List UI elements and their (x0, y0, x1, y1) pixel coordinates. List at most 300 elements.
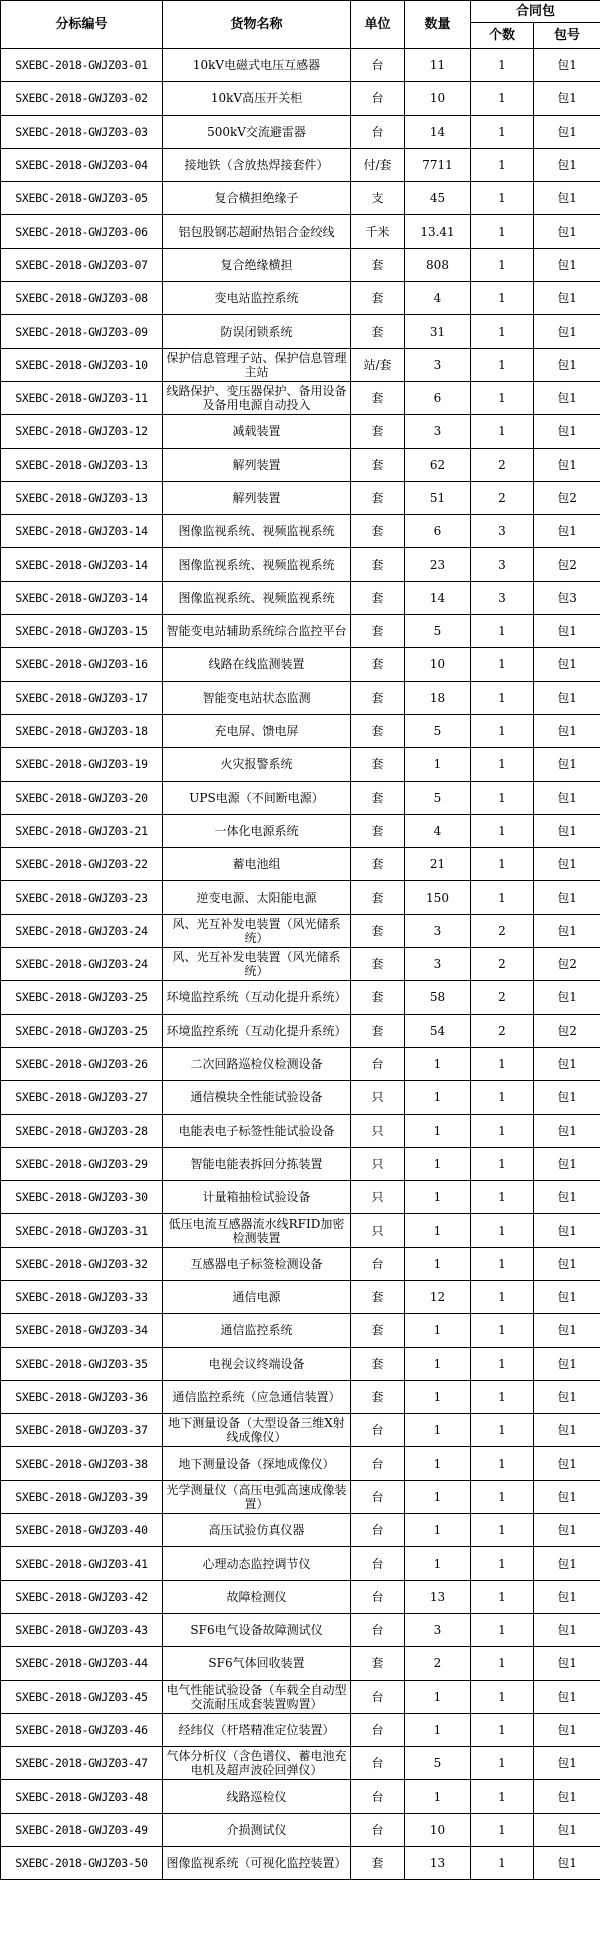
cell-code: SXEBC-2018-GWJZ03-18 (1, 714, 163, 747)
cell-name: 气体分析仪（含色谱仪、蓄电池充电机及超声波砼回弹仪） (163, 1747, 351, 1780)
cell-name: 通信监控系统 (163, 1314, 351, 1347)
cell-quantity: 3 (405, 1613, 471, 1646)
cell-quantity: 14 (405, 115, 471, 148)
cell-package-number: 包1 (534, 1480, 600, 1513)
table-row (1, 215, 600, 248)
cell-quantity: 12 (405, 1280, 471, 1313)
cell-package-count: 1 (471, 1081, 534, 1114)
cell-package-number: 包1 (534, 1447, 600, 1480)
cell-package-count: 2 (471, 981, 534, 1014)
cell-package-count: 1 (471, 1347, 534, 1380)
table-row (1, 1547, 600, 1580)
cell-unit: 套 (351, 415, 405, 448)
cell-package-number: 包1 (534, 1047, 600, 1080)
cell-code: SXEBC-2018-GWJZ03-36 (1, 1380, 163, 1413)
cell-unit: 台 (351, 1580, 405, 1613)
cell-name: 10kV高压开关柜 (163, 82, 351, 115)
cell-package-count: 1 (471, 1647, 534, 1680)
cell-quantity: 4 (405, 282, 471, 315)
cell-unit: 套 (351, 781, 405, 814)
cell-unit: 套 (351, 282, 405, 315)
cell-unit: 套 (351, 1280, 405, 1313)
cell-quantity: 1 (405, 1047, 471, 1080)
cell-package-count: 1 (471, 714, 534, 747)
cell-code: SXEBC-2018-GWJZ03-33 (1, 1280, 163, 1313)
cell-unit: 套 (351, 1314, 405, 1347)
header-package-count: 个数 (471, 23, 534, 49)
cell-code: SXEBC-2018-GWJZ03-46 (1, 1713, 163, 1746)
cell-code: SXEBC-2018-GWJZ03-20 (1, 781, 163, 814)
cell-code: SXEBC-2018-GWJZ03-15 (1, 615, 163, 648)
cell-code: SXEBC-2018-GWJZ03-28 (1, 1114, 163, 1147)
cell-unit: 台 (351, 1247, 405, 1280)
table-row (1, 448, 600, 481)
cell-unit: 台 (351, 1680, 405, 1713)
cell-package-number: 包1 (534, 1780, 600, 1813)
cell-unit: 套 (351, 914, 405, 947)
table-row (1, 1680, 600, 1713)
cell-name: 蓄电池组 (163, 848, 351, 881)
cell-name: 解列装置 (163, 448, 351, 481)
cell-unit: 台 (351, 1514, 405, 1547)
cell-name: 防误闭锁系统 (163, 315, 351, 348)
cell-quantity: 1 (405, 1447, 471, 1480)
table-row (1, 714, 600, 747)
table-row (1, 1813, 600, 1846)
cell-name: 智能电能表拆回分拣装置 (163, 1147, 351, 1180)
cell-unit: 套 (351, 748, 405, 781)
cell-code: SXEBC-2018-GWJZ03-30 (1, 1181, 163, 1214)
cell-unit: 台 (351, 1414, 405, 1447)
cell-package-number: 包1 (534, 248, 600, 281)
cell-code: SXEBC-2018-GWJZ03-10 (1, 348, 163, 381)
cell-package-count: 1 (471, 648, 534, 681)
cell-name: 风、光互补发电装置（风光储系统） (163, 948, 351, 981)
table-row (1, 1514, 600, 1547)
cell-code: SXEBC-2018-GWJZ03-38 (1, 1447, 163, 1480)
cell-quantity: 23 (405, 548, 471, 581)
cell-quantity: 4 (405, 814, 471, 847)
cell-quantity: 1 (405, 1314, 471, 1347)
cell-code: SXEBC-2018-GWJZ03-02 (1, 82, 163, 115)
cell-quantity: 5 (405, 781, 471, 814)
cell-code: SXEBC-2018-GWJZ03-48 (1, 1780, 163, 1813)
cell-quantity: 1 (405, 1081, 471, 1114)
cell-unit: 套 (351, 548, 405, 581)
table-row (1, 1480, 600, 1513)
cell-package-number: 包1 (534, 115, 600, 148)
cell-quantity: 1 (405, 1780, 471, 1813)
cell-quantity: 10 (405, 648, 471, 681)
table-row (1, 781, 600, 814)
cell-unit: 台 (351, 1613, 405, 1646)
header-quantity: 数量 (405, 1, 471, 49)
table-row (1, 348, 600, 381)
cell-package-count: 2 (471, 448, 534, 481)
cell-package-count: 1 (471, 1514, 534, 1547)
cell-package-count: 1 (471, 848, 534, 881)
table-row (1, 1447, 600, 1480)
cell-name: 减载装置 (163, 415, 351, 448)
cell-code: SXEBC-2018-GWJZ03-41 (1, 1547, 163, 1580)
cell-quantity: 1 (405, 1247, 471, 1280)
cell-package-number: 包1 (534, 1314, 600, 1347)
cell-package-number: 包1 (534, 215, 600, 248)
cell-name: 解列装置 (163, 481, 351, 514)
table-row (1, 1347, 600, 1380)
table-row (1, 415, 600, 448)
cell-code: SXEBC-2018-GWJZ03-13 (1, 481, 163, 514)
cell-package-count: 1 (471, 1280, 534, 1313)
table-row (1, 115, 600, 148)
cell-package-number: 包1 (534, 1147, 600, 1180)
cell-code: SXEBC-2018-GWJZ03-06 (1, 215, 163, 248)
cell-package-count: 1 (471, 814, 534, 847)
cell-name: 智能变电站状态监测 (163, 681, 351, 714)
cell-code: SXEBC-2018-GWJZ03-25 (1, 981, 163, 1014)
cell-name: 充电屏、馈电屏 (163, 714, 351, 747)
cell-name: 电能表电子标签性能试验设备 (163, 1114, 351, 1147)
cell-quantity: 18 (405, 681, 471, 714)
cell-package-count: 1 (471, 615, 534, 648)
cell-quantity: 13.41 (405, 215, 471, 248)
cell-code: SXEBC-2018-GWJZ03-47 (1, 1747, 163, 1780)
cell-name: 二次回路巡检仪检测设备 (163, 1047, 351, 1080)
cell-quantity: 51 (405, 481, 471, 514)
cell-code: SXEBC-2018-GWJZ03-26 (1, 1047, 163, 1080)
table-row (1, 1280, 600, 1313)
table-row (1, 49, 600, 82)
cell-unit: 台 (351, 1480, 405, 1513)
cell-package-number: 包1 (534, 1414, 600, 1447)
cell-package-number: 包1 (534, 348, 600, 381)
cell-package-number: 包1 (534, 415, 600, 448)
cell-name: 通信电源 (163, 1280, 351, 1313)
table-row (1, 1847, 600, 1880)
cell-unit: 台 (351, 1813, 405, 1846)
cell-unit: 千米 (351, 215, 405, 248)
cell-package-number: 包1 (534, 914, 600, 947)
cell-package-count: 1 (471, 1847, 534, 1880)
cell-name: 变电站监控系统 (163, 282, 351, 315)
cell-unit: 台 (351, 1747, 405, 1780)
table-row (1, 381, 600, 414)
cell-code: SXEBC-2018-GWJZ03-44 (1, 1647, 163, 1680)
table-row (1, 1647, 600, 1680)
table-row (1, 914, 600, 947)
cell-quantity: 21 (405, 848, 471, 881)
cell-quantity: 2 (405, 1647, 471, 1680)
cell-code: SXEBC-2018-GWJZ03-03 (1, 115, 163, 148)
cell-name: 地下测量设备（探地成像仪） (163, 1447, 351, 1480)
cell-package-count: 1 (471, 282, 534, 315)
cell-unit: 套 (351, 814, 405, 847)
cell-code: SXEBC-2018-GWJZ03-16 (1, 648, 163, 681)
cell-package-count: 1 (471, 1480, 534, 1513)
cell-package-number: 包1 (534, 448, 600, 481)
cell-quantity: 62 (405, 448, 471, 481)
table-row (1, 1780, 600, 1813)
cell-code: SXEBC-2018-GWJZ03-31 (1, 1214, 163, 1247)
header-unit: 单位 (351, 1, 405, 49)
cell-name: 复合横担绝缘子 (163, 182, 351, 215)
table-row (1, 1380, 600, 1413)
cell-package-count: 1 (471, 1780, 534, 1813)
header-code: 分标编号 (1, 1, 163, 49)
table-row (1, 581, 600, 614)
cell-code: SXEBC-2018-GWJZ03-50 (1, 1847, 163, 1880)
table-body (1, 49, 600, 1880)
cell-package-count: 1 (471, 248, 534, 281)
cell-package-number: 包2 (534, 1014, 600, 1047)
cell-name: 10kV电磁式电压互感器 (163, 49, 351, 82)
cell-package-count: 1 (471, 1247, 534, 1280)
cell-quantity: 1 (405, 1347, 471, 1380)
cell-name: 地下测量设备（大型设备三维X射线成像仪） (163, 1414, 351, 1447)
cell-code: SXEBC-2018-GWJZ03-12 (1, 415, 163, 448)
cell-quantity: 6 (405, 381, 471, 414)
cell-code: SXEBC-2018-GWJZ03-22 (1, 848, 163, 881)
cell-unit: 台 (351, 1780, 405, 1813)
cell-name: 低压电流互感器流水线RFID加密检测装置 (163, 1214, 351, 1247)
cell-unit: 套 (351, 1847, 405, 1880)
cell-name: 风、光互补发电装置（风光储系统） (163, 914, 351, 947)
cell-name: UPS电源（不间断电源） (163, 781, 351, 814)
cell-name: 线路巡检仪 (163, 1780, 351, 1813)
cell-name: 一体化电源系统 (163, 814, 351, 847)
cell-quantity: 10 (405, 1813, 471, 1846)
cell-quantity: 5 (405, 1747, 471, 1780)
cell-package-count: 1 (471, 49, 534, 82)
cell-code: SXEBC-2018-GWJZ03-14 (1, 515, 163, 548)
cell-unit: 台 (351, 82, 405, 115)
cell-code: SXEBC-2018-GWJZ03-04 (1, 148, 163, 181)
cell-package-number: 包1 (534, 1181, 600, 1214)
cell-quantity: 10 (405, 82, 471, 115)
cell-unit: 台 (351, 49, 405, 82)
cell-package-count: 1 (471, 1447, 534, 1480)
cell-package-number: 包1 (534, 1081, 600, 1114)
table-row (1, 82, 600, 115)
cell-name: 心理动态监控调节仪 (163, 1547, 351, 1580)
cell-quantity: 3 (405, 348, 471, 381)
cell-unit: 套 (351, 581, 405, 614)
cell-package-count: 1 (471, 1181, 534, 1214)
cell-quantity: 14 (405, 581, 471, 614)
cell-code: SXEBC-2018-GWJZ03-25 (1, 1014, 163, 1047)
cell-package-count: 1 (471, 881, 534, 914)
cell-unit: 套 (351, 1647, 405, 1680)
cell-package-count: 1 (471, 1114, 534, 1147)
cell-package-count: 1 (471, 781, 534, 814)
cell-package-number: 包2 (534, 948, 600, 981)
table-row (1, 1613, 600, 1646)
cell-unit: 套 (351, 448, 405, 481)
cell-quantity: 1 (405, 1214, 471, 1247)
cell-package-count: 3 (471, 581, 534, 614)
cell-quantity: 54 (405, 1014, 471, 1047)
cell-package-count: 1 (471, 82, 534, 115)
cell-code: SXEBC-2018-GWJZ03-45 (1, 1680, 163, 1713)
table-row (1, 881, 600, 914)
cell-package-count: 3 (471, 515, 534, 548)
cell-quantity: 1 (405, 1114, 471, 1147)
cell-code: SXEBC-2018-GWJZ03-37 (1, 1414, 163, 1447)
cell-package-number: 包1 (534, 515, 600, 548)
table-row (1, 748, 600, 781)
cell-package-number: 包1 (534, 1613, 600, 1646)
cell-code: SXEBC-2018-GWJZ03-27 (1, 1081, 163, 1114)
cell-unit: 套 (351, 714, 405, 747)
cell-code: SXEBC-2018-GWJZ03-35 (1, 1347, 163, 1380)
table-row (1, 1181, 600, 1214)
table-row (1, 1713, 600, 1746)
cell-code: SXEBC-2018-GWJZ03-29 (1, 1147, 163, 1180)
cell-package-count: 1 (471, 115, 534, 148)
cell-quantity: 7711 (405, 148, 471, 181)
cell-package-count: 2 (471, 948, 534, 981)
table-row (1, 248, 600, 281)
table-row (1, 515, 600, 548)
cell-name: 通信模块全性能试验设备 (163, 1081, 351, 1114)
cell-package-count: 3 (471, 548, 534, 581)
table-row (1, 1047, 600, 1080)
cell-unit: 只 (351, 1147, 405, 1180)
cell-quantity: 5 (405, 714, 471, 747)
cell-quantity: 1 (405, 1181, 471, 1214)
cell-package-count: 1 (471, 415, 534, 448)
cell-quantity: 5 (405, 615, 471, 648)
cell-unit: 套 (351, 948, 405, 981)
cell-package-count: 1 (471, 1680, 534, 1713)
cell-package-number: 包1 (534, 1813, 600, 1846)
cell-quantity: 1 (405, 1680, 471, 1713)
cell-package-count: 1 (471, 1580, 534, 1613)
cell-package-count: 1 (471, 1813, 534, 1846)
cell-code: SXEBC-2018-GWJZ03-42 (1, 1580, 163, 1613)
cell-package-number: 包1 (534, 648, 600, 681)
cell-package-number: 包1 (534, 848, 600, 881)
cell-name: 图像监视系统、视频监视系统 (163, 515, 351, 548)
cell-name: 故障检测仪 (163, 1580, 351, 1613)
cell-quantity: 1 (405, 1713, 471, 1746)
cell-name: 图像监视系统、视频监视系统 (163, 581, 351, 614)
cell-code: SXEBC-2018-GWJZ03-09 (1, 315, 163, 348)
cell-unit: 台 (351, 1547, 405, 1580)
cell-unit: 只 (351, 1214, 405, 1247)
cell-package-number: 包1 (534, 1647, 600, 1680)
cell-name: 环境监控系统（互动化提升系统） (163, 1014, 351, 1047)
cell-name: 线路在线监测装置 (163, 648, 351, 681)
cell-package-number: 包1 (534, 282, 600, 315)
cell-name: SF6电气设备故障测试仪 (163, 1613, 351, 1646)
cell-name: 图像监视系统（可视化监控装置） (163, 1847, 351, 1880)
cell-package-number: 包1 (534, 1580, 600, 1613)
cell-name: 图像监视系统、视频监视系统 (163, 548, 351, 581)
cell-package-count: 1 (471, 215, 534, 248)
cell-quantity: 6 (405, 515, 471, 548)
cell-code: SXEBC-2018-GWJZ03-17 (1, 681, 163, 714)
table-row (1, 1014, 600, 1047)
cell-name: 智能变电站辅助系统综合监控平台 (163, 615, 351, 648)
table-row (1, 1314, 600, 1347)
cell-package-count: 1 (471, 1547, 534, 1580)
cell-name: 介损测试仪 (163, 1813, 351, 1846)
cell-name: 500kV交流避雷器 (163, 115, 351, 148)
cell-package-count: 1 (471, 748, 534, 781)
cell-unit: 套 (351, 1014, 405, 1047)
cell-package-number: 包1 (534, 182, 600, 215)
cell-package-number: 包1 (534, 681, 600, 714)
cell-quantity: 13 (405, 1580, 471, 1613)
cell-name: 通信监控系统（应急通信装置） (163, 1380, 351, 1413)
cell-package-count: 1 (471, 182, 534, 215)
cell-name: 环境监控系统（互动化提升系统） (163, 981, 351, 1014)
cell-quantity: 1 (405, 1147, 471, 1180)
cell-unit: 台 (351, 1713, 405, 1746)
table-row (1, 1214, 600, 1247)
cell-code: SXEBC-2018-GWJZ03-08 (1, 282, 163, 315)
cell-package-count: 1 (471, 1713, 534, 1746)
cell-package-number: 包1 (534, 814, 600, 847)
table-row (1, 1414, 600, 1447)
table-row (1, 681, 600, 714)
cell-unit: 台 (351, 115, 405, 148)
table-row (1, 648, 600, 681)
cell-quantity: 3 (405, 914, 471, 947)
cell-quantity: 808 (405, 248, 471, 281)
table-header (1, 1, 600, 49)
cell-name: 高压试验仿真仪器 (163, 1514, 351, 1547)
table-row (1, 182, 600, 215)
cell-code: SXEBC-2018-GWJZ03-24 (1, 914, 163, 947)
cell-unit: 付/套 (351, 148, 405, 181)
cell-package-count: 1 (471, 1613, 534, 1646)
table-row (1, 315, 600, 348)
cell-unit: 套 (351, 315, 405, 348)
cell-package-number: 包1 (534, 1713, 600, 1746)
header-contract-package: 合同包 (471, 1, 600, 23)
cell-package-count: 1 (471, 1747, 534, 1780)
cell-package-number: 包1 (534, 1247, 600, 1280)
table-row (1, 548, 600, 581)
cell-package-number: 包1 (534, 1280, 600, 1313)
cell-quantity: 3 (405, 415, 471, 448)
cell-code: SXEBC-2018-GWJZ03-05 (1, 182, 163, 215)
cell-code: SXEBC-2018-GWJZ03-24 (1, 948, 163, 981)
cell-code: SXEBC-2018-GWJZ03-49 (1, 1813, 163, 1846)
cell-package-number: 包1 (534, 781, 600, 814)
table-row (1, 814, 600, 847)
cell-quantity: 150 (405, 881, 471, 914)
cell-package-number: 包2 (534, 548, 600, 581)
cell-code: SXEBC-2018-GWJZ03-40 (1, 1514, 163, 1547)
cell-package-number: 包1 (534, 1114, 600, 1147)
cell-package-count: 2 (471, 914, 534, 947)
cell-package-count: 1 (471, 1147, 534, 1180)
table-row (1, 848, 600, 881)
cell-package-number: 包1 (534, 1747, 600, 1780)
cell-quantity: 13 (405, 1847, 471, 1880)
table-row (1, 615, 600, 648)
table-row (1, 1114, 600, 1147)
cell-unit: 站/套 (351, 348, 405, 381)
cell-quantity: 1 (405, 1380, 471, 1413)
cell-package-count: 1 (471, 1047, 534, 1080)
cell-package-count: 1 (471, 1414, 534, 1447)
cell-unit: 套 (351, 481, 405, 514)
cell-package-number: 包1 (534, 49, 600, 82)
